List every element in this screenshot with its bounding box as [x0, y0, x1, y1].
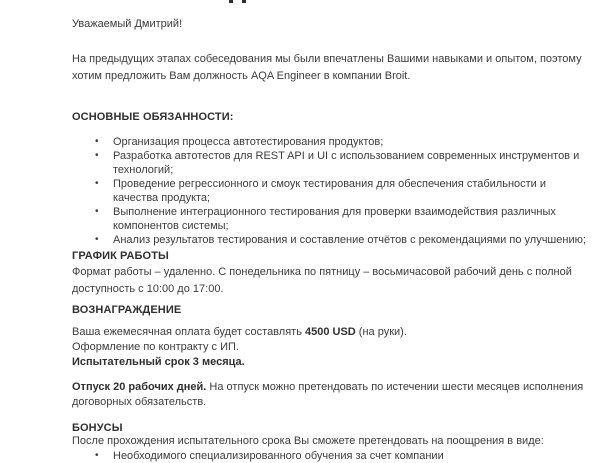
bonuses-intro: После прохождения испытательного срока Вы сможете претендовать на поощрения в виде:	[72, 435, 544, 447]
bonuses-list-item	[72, 449, 593, 463]
salary-amount: 4500 USD	[304, 326, 356, 338]
section-heading-duties: ОСНОВНЫЕ ОБЯЗАННОСТИ:	[72, 111, 234, 123]
duties-list-item	[72, 205, 593, 233]
compensation-paragraph	[72, 325, 593, 370]
bullet-icon: •	[95, 150, 99, 161]
duties-list-item	[72, 233, 593, 247]
duties-list-item	[72, 135, 593, 149]
clipped-title-fragment	[229, 0, 233, 3]
greeting-line: Уважаемый Дмитрий!	[72, 18, 183, 30]
duties-item-text: Разработка автотестов для REST API и UI с использованием современных инструментов и технологий;	[113, 150, 580, 176]
duties-item-text: Выполнение интеграционного тестирования для проверки взаимодействия различных компонентов системы;	[113, 206, 556, 232]
bullet-icon: •	[95, 136, 99, 147]
duties-list	[72, 135, 593, 247]
bullet-icon: •	[95, 178, 99, 189]
salary-suffix: (на руки).	[355, 326, 407, 338]
vacation-paragraph	[72, 380, 593, 410]
vacation-lead: Отпуск 20 рабочих дней.	[72, 381, 207, 393]
bonuses-list	[72, 449, 593, 463]
duties-item-text: Организация процесса автотестирования продуктов;	[113, 136, 384, 148]
section-heading-schedule: ГРАФИК РАБОТЫ	[72, 250, 169, 262]
probation-line: Испытательный срок 3 месяца.	[72, 356, 245, 368]
bonuses-item-text: Необходимого специализированного обучения за счет компании	[113, 450, 444, 462]
schedule-paragraph: Формат работы – удаленно. С понедельника по пятницу – восьмичасовой рабочий день с полной доступность с 10:00 до 17:00.	[72, 266, 572, 295]
duties-list-item	[72, 177, 593, 205]
clipped-title-fragment	[242, 0, 246, 3]
vacation-rest: На отпуск можно претендовать по истечении шести месяцев исполнения договорных обязательств.	[72, 381, 584, 408]
duties-list-item	[72, 149, 593, 177]
contract-line: Оформление по контракту с ИП.	[72, 341, 239, 353]
salary-prefix: Ваша ежемесячная оплата будет составлять	[72, 326, 305, 338]
duties-item-text: Проведение регрессионного и смоук тестирования для обеспечения стабильности и качества продукта;	[113, 178, 547, 204]
intro-paragraph: На предыдущих этапах собеседования мы были впечатлены Вашими навыками и опытом, поэтому хотим предложить Вам должность AQA Engineer в компании Broit.	[72, 53, 582, 82]
salary-line	[72, 325, 593, 340]
section-heading-compensation: ВОЗНАГРАЖДЕНИЕ	[72, 304, 182, 316]
bullet-icon: •	[95, 450, 99, 461]
section-heading-bonuses: БОНУСЫ	[72, 422, 123, 434]
duties-item-text: Анализ результатов тестирования и составление отчётов с рекомендациями по улучшению;	[113, 234, 586, 246]
bullet-icon: •	[95, 206, 99, 217]
bullet-icon: •	[95, 234, 99, 245]
